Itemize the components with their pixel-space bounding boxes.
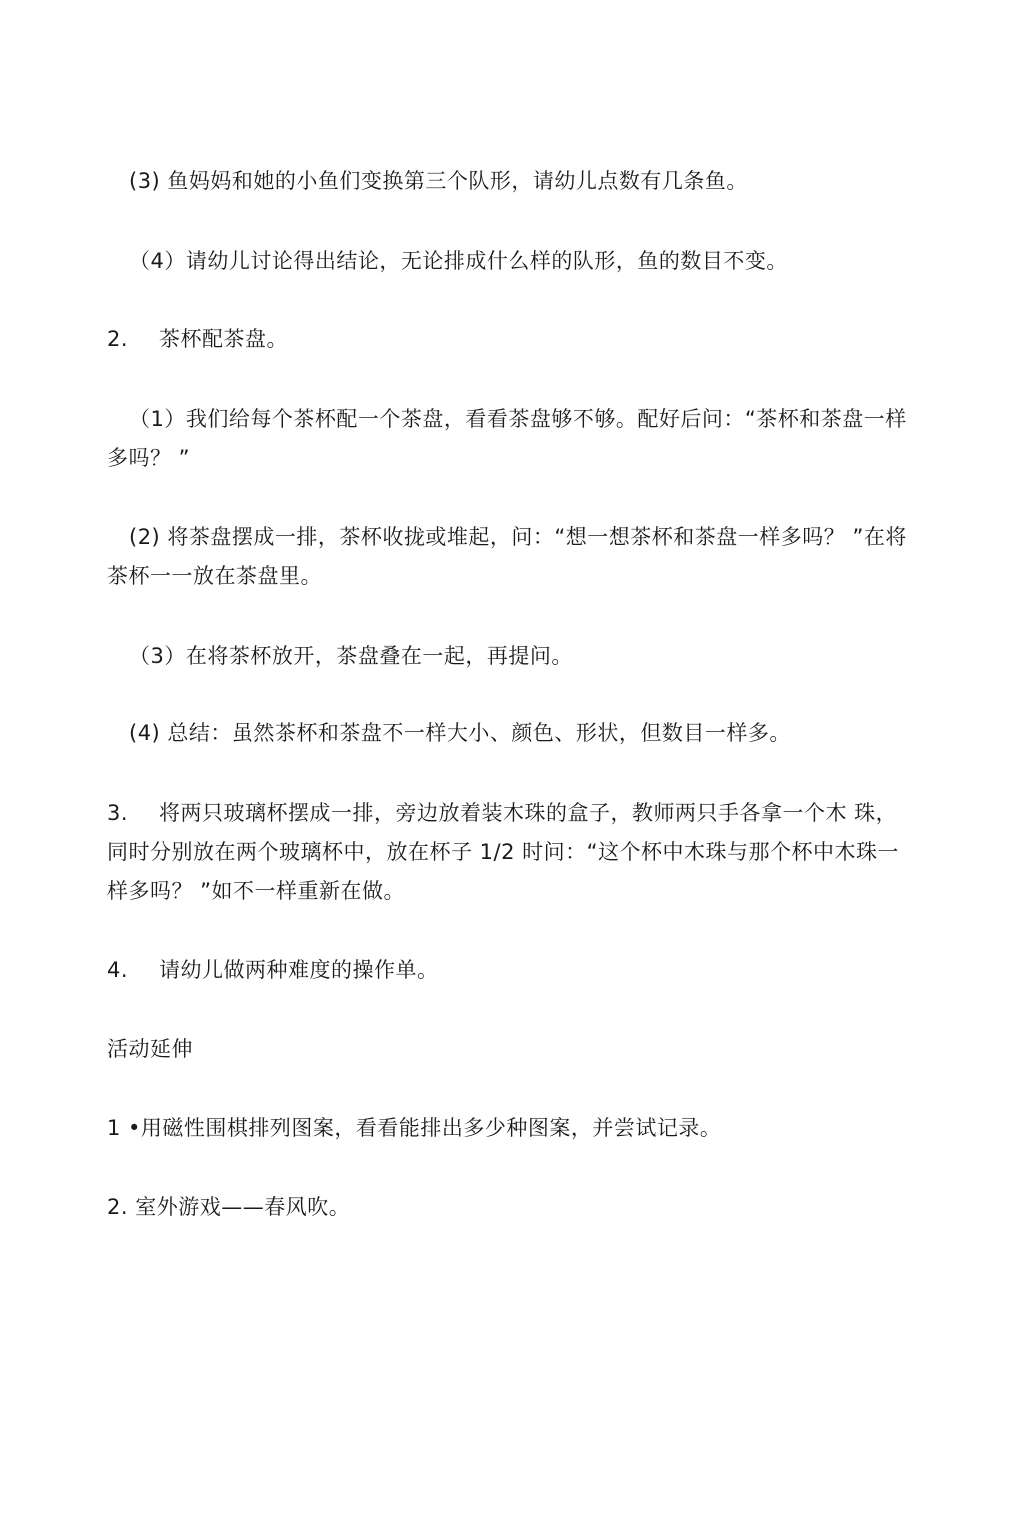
section-number: 3. <box>107 801 129 825</box>
paragraph-text: (2) 将茶盘摆成一排，茶杯收拢或堆起，问：“想一想茶杯和茶盘一样多吗？ ”在将茶杯一一放在茶盘里。 <box>107 525 907 588</box>
heading-text: 活动延伸 <box>107 1037 193 1061</box>
paragraph-1-cups-plates <box>107 400 917 478</box>
extension-item-2 <box>107 1188 917 1227</box>
paragraph-2-plates-row <box>107 518 917 596</box>
section-2-heading <box>107 320 917 359</box>
item-text: 1 •用磁性围棋排列图案，看看能排出多少种图案，并尝试记录。 <box>107 1116 722 1140</box>
paragraph-text: （3）在将茶杯放开，茶盘叠在一起，再提问。 <box>129 644 573 668</box>
paragraph-text: （4）请幼儿讨论得出结论，无论排成什么样的队形，鱼的数目不变。 <box>129 249 788 273</box>
item-text: 2. 室外游戏——春风吹。 <box>107 1195 351 1219</box>
section-4-worksheet <box>107 951 917 990</box>
section-text: 将两只玻璃杯摆成一排，旁边放着装木珠的盒子，教师两只手各拿一个木 珠，同时分别放在两个玻璃杯中，放在杯子 1/2 时问：“这个杯中木珠与那个杯中木珠一样多吗？ ”如不一样重新在做。 <box>107 801 900 903</box>
section-number: 4. <box>107 958 129 982</box>
activity-extension-heading <box>107 1030 917 1069</box>
section-text: 请幼儿做两种难度的操作单。 <box>159 958 439 982</box>
paragraph-4-discussion <box>107 242 917 281</box>
section-title: 茶杯配茶盘。 <box>159 327 288 351</box>
paragraph-text: (4) 总结：虽然茶杯和茶盘不一样大小、颜色、形状，但数目一样多。 <box>129 721 791 745</box>
paragraph-text: （1）我们给每个茶杯配一个茶盘，看看茶盘够不够。配好后问：“茶杯和茶盘一样多吗？ ” <box>107 407 907 470</box>
section-number: 2. <box>107 327 129 351</box>
paragraph-4-summary <box>107 714 917 753</box>
paragraph-text: (3) 鱼妈妈和她的小鱼们变换第三个队形，请幼儿点数有几条鱼。 <box>129 169 748 193</box>
paragraph-3-cups-apart <box>107 637 917 676</box>
extension-item-1 <box>107 1109 917 1148</box>
section-3-glass-cups <box>107 794 917 911</box>
paragraph-3-fish-formation <box>107 162 917 201</box>
